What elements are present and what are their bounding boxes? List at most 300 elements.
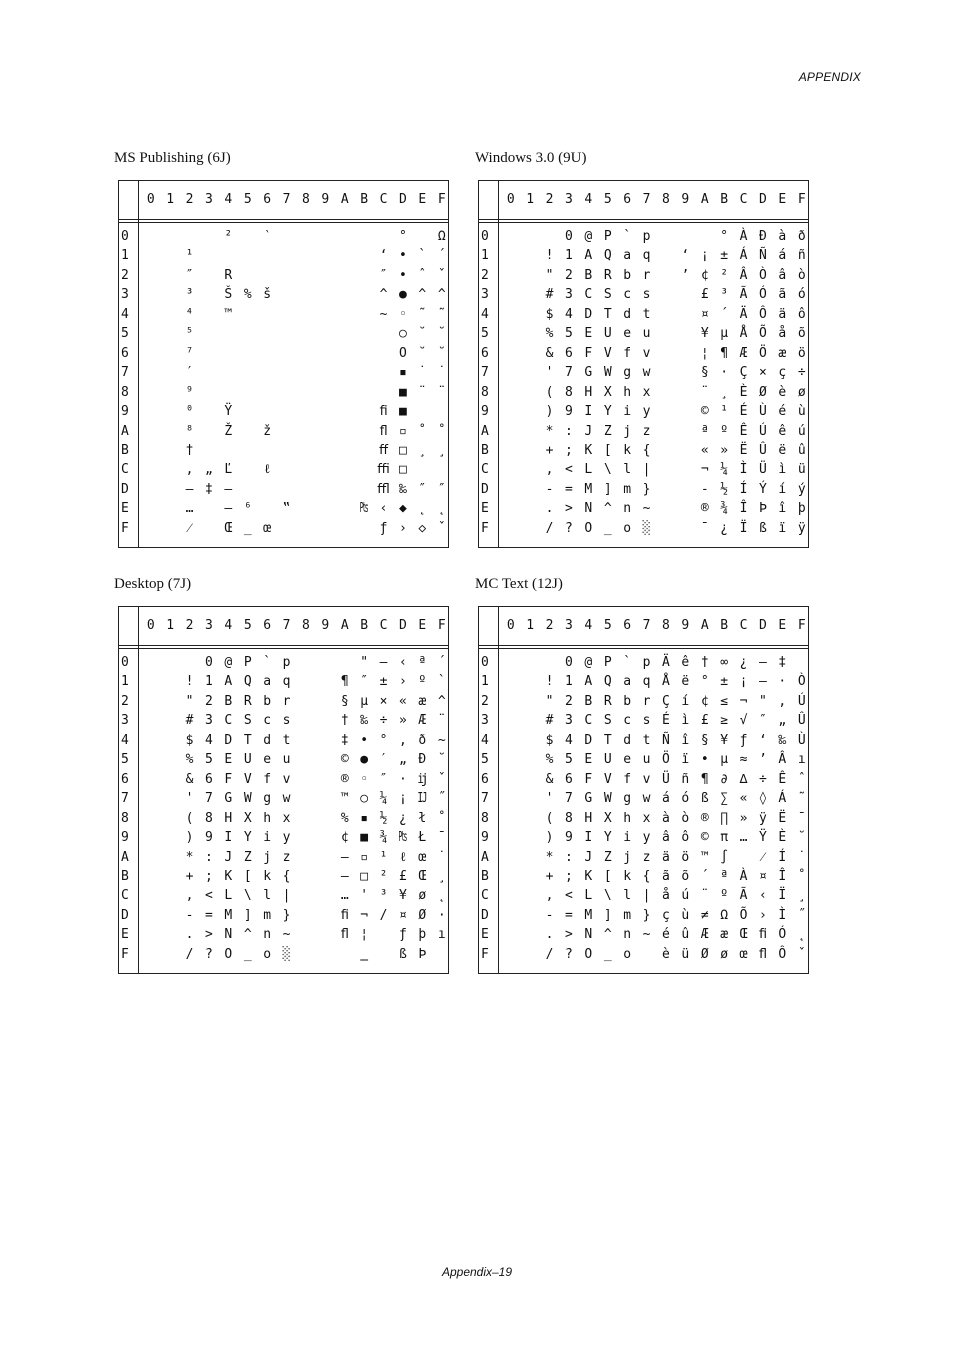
char-cell: ¦ — [700, 345, 709, 361]
column-header: D — [399, 192, 407, 207]
char-cell: 3 — [205, 713, 213, 729]
char-cell: Ê — [739, 423, 748, 439]
row-header: 2 — [121, 693, 129, 709]
char-cell: ¨ — [418, 384, 427, 400]
char-cell: < — [205, 888, 213, 904]
row-header: D — [481, 481, 489, 497]
char-cell: ä — [662, 849, 670, 865]
row-header: 4 — [481, 306, 489, 322]
char-cell: ⁴ — [185, 306, 194, 322]
char-cell: ░ — [282, 946, 291, 962]
char-cell: ¢ — [700, 693, 709, 709]
char-cell: ] — [603, 907, 612, 923]
char-cell: Á — [778, 791, 787, 807]
char-cell: 1 — [565, 248, 573, 264]
char-cell: T — [603, 732, 612, 748]
row-header: 9 — [481, 830, 489, 846]
char-cell: › — [759, 907, 767, 923]
char-cell: 2 — [205, 693, 213, 709]
char-cell: · — [720, 365, 729, 381]
char-cell: + — [185, 868, 194, 884]
char-cell: œ — [418, 849, 427, 865]
char-cell: ¾ — [720, 501, 729, 517]
char-cell: W — [603, 791, 612, 807]
char-cell: ~ — [642, 927, 651, 943]
char-cell: V — [603, 345, 612, 361]
char-cell: A — [584, 674, 593, 690]
column-header: D — [759, 618, 767, 633]
row-header: F — [481, 946, 489, 962]
char-cell: º — [418, 674, 427, 690]
char-cell: y — [282, 830, 291, 846]
char-cell: ö — [797, 345, 806, 361]
char-cell: ⁶ — [243, 501, 252, 517]
char-cell: õ — [797, 326, 806, 342]
char-cell: Ð — [759, 229, 767, 244]
char-cell: / — [379, 907, 388, 923]
char-cell: ^ — [243, 927, 252, 943]
char-cell: Ã — [739, 888, 748, 904]
char-cell: „ — [399, 752, 407, 768]
row-header: B — [481, 442, 489, 458]
char-cell: : — [205, 849, 213, 865]
char-cell: § — [700, 732, 709, 748]
char-cell: † — [700, 655, 709, 670]
section-header: APPENDIX — [798, 70, 861, 84]
char-cell: C — [584, 287, 593, 303]
row-header: D — [481, 907, 489, 923]
char-cell: ∫ — [720, 849, 729, 865]
char-cell: Ï — [739, 520, 748, 536]
char-cell: Ĳ — [418, 791, 427, 807]
char-cell: « — [700, 442, 709, 458]
char-cell: $ — [185, 732, 194, 748]
column-header: 3 — [205, 618, 213, 633]
row-header: 2 — [481, 267, 489, 283]
char-cell: # — [545, 713, 554, 729]
char-cell: Z — [603, 423, 612, 439]
char-cell: . — [185, 927, 194, 943]
char-cell: ´ — [437, 655, 446, 670]
char-cell: < — [565, 462, 573, 478]
column-header: 2 — [185, 192, 194, 207]
char-cell: ™ — [700, 849, 709, 865]
char-cell: £ — [399, 868, 407, 884]
char-cell: Õ — [759, 326, 767, 342]
char-cell: À — [739, 229, 748, 244]
char-cell: ÷ — [797, 365, 806, 381]
char-cell: H — [584, 810, 593, 826]
char-cell: S — [243, 713, 252, 729]
char-cell: } — [282, 907, 291, 923]
char-cell: 3 — [565, 713, 573, 729]
char-cell: ₧ — [360, 501, 369, 517]
char-cell: • — [360, 732, 369, 748]
char-cell: ¸ — [437, 868, 446, 884]
char-cell: w — [642, 365, 651, 381]
char-cell: 0 — [565, 655, 573, 670]
column-header: 7 — [642, 618, 651, 633]
char-cell: ¦ — [360, 927, 369, 943]
char-cell: Í — [739, 481, 748, 497]
char-cell: ≈ — [739, 752, 748, 768]
char-cell: ß — [759, 520, 767, 536]
column-header: C — [379, 618, 388, 633]
char-cell: ˚ — [437, 810, 446, 826]
char-cell: " — [360, 655, 369, 670]
char-cell: ò — [681, 810, 690, 826]
char-cell: π — [720, 830, 729, 846]
char-cell: ] — [243, 907, 252, 923]
char-cell: ﬁ — [340, 907, 349, 923]
char-cell: p — [642, 229, 651, 244]
char-cell: w — [642, 791, 651, 807]
char-cell: ¸ — [437, 442, 446, 458]
char-cell: Ì — [739, 462, 748, 478]
char-cell: J — [224, 849, 233, 865]
char-cell: b — [623, 267, 632, 283]
char-cell: r — [642, 693, 651, 709]
column-header: 0 — [146, 192, 155, 207]
char-cell: ░ — [642, 520, 651, 536]
char-cell: " — [185, 693, 194, 709]
char-cell: ‰ — [360, 713, 369, 729]
char-cell: ˚ — [437, 423, 446, 439]
char-cell: É — [739, 404, 748, 420]
char-cell: ¡ — [399, 791, 407, 807]
char-cell: b — [263, 693, 272, 709]
char-cell: ˆ — [418, 267, 427, 283]
row-header: 6 — [481, 345, 489, 361]
char-cell: * — [545, 423, 554, 439]
char-cell: X — [603, 384, 612, 400]
row-header: B — [121, 868, 129, 884]
char-cell: ∏ — [720, 810, 729, 826]
char-cell: ∞ — [720, 655, 729, 670]
column-header: 9 — [321, 618, 330, 633]
char-cell: g — [623, 365, 632, 381]
char-cell: W — [603, 365, 612, 381]
char-cell: î — [778, 501, 787, 517]
row-header: D — [121, 481, 129, 497]
char-cell: ô — [681, 830, 690, 846]
char-cell: ù — [797, 404, 806, 420]
char-cell: ◇ — [418, 520, 427, 536]
char-cell: û — [681, 927, 690, 943]
char-cell: Ñ — [759, 248, 767, 264]
column-header: 0 — [506, 192, 515, 207]
char-cell: m — [623, 481, 632, 497]
char-cell: ¿ — [720, 520, 729, 536]
char-cell: – — [185, 481, 194, 497]
char-cell: ﬂ — [379, 423, 388, 439]
char-cell: É — [662, 713, 670, 729]
row-header: 9 — [121, 404, 129, 420]
char-cell: U — [603, 326, 612, 342]
char-cell: ■ — [399, 404, 407, 420]
char-cell: = — [565, 907, 573, 923]
char-cell: 0 — [205, 655, 213, 670]
char-cell: ∑ — [720, 791, 729, 807]
char-cell: å — [778, 326, 787, 342]
char-cell: z — [642, 849, 651, 865]
char-cell: ƒ — [739, 732, 748, 748]
char-cell: h — [623, 384, 632, 400]
column-header: 3 — [205, 192, 213, 207]
char-cell: J — [584, 423, 593, 439]
char-cell: : — [565, 849, 573, 865]
char-cell: ′ — [185, 365, 194, 381]
char-cell: ‹ — [379, 501, 388, 517]
char-cell: X — [603, 810, 612, 826]
char-cell: A — [584, 248, 593, 264]
char-cell: ñ — [681, 771, 690, 787]
char-cell: © — [700, 404, 709, 420]
char-cell: > — [205, 927, 213, 943]
char-cell: é — [778, 404, 787, 420]
char-cell: § — [700, 365, 709, 381]
row-header: 0 — [481, 655, 489, 670]
char-cell: C — [584, 713, 593, 729]
char-cell: ¬ — [739, 693, 748, 709]
char-cell: ë — [778, 442, 787, 458]
char-cell: ! — [185, 674, 194, 690]
row-header: 2 — [481, 693, 489, 709]
char-cell: o — [623, 520, 632, 536]
char-cell: _ — [603, 946, 612, 962]
char-cell: ■ — [399, 384, 407, 400]
table-rule — [119, 645, 448, 646]
column-header: E — [778, 618, 787, 633]
char-cell: q — [282, 674, 291, 690]
char-cell: ° — [700, 674, 709, 690]
char-cell: ˛ — [437, 501, 446, 517]
page-footer: Appendix–19 — [441, 1265, 513, 1279]
char-cell: « — [399, 693, 407, 709]
char-cell: Ω — [437, 229, 446, 244]
char-cell: ‡ — [778, 655, 787, 670]
char-cell: t — [282, 732, 291, 748]
row-header: C — [481, 462, 489, 478]
char-cell: $ — [545, 306, 554, 322]
char-cell: Ä — [662, 655, 670, 670]
char-cell: Î — [778, 868, 787, 884]
char-cell: â — [778, 267, 787, 283]
row-header: 5 — [121, 752, 129, 768]
char-cell: ¬ — [360, 907, 369, 923]
char-cell: à — [778, 229, 787, 244]
column-header: 5 — [243, 192, 252, 207]
column-header: E — [418, 192, 427, 207]
char-cell: O — [224, 946, 233, 962]
char-cell: ′ — [379, 752, 388, 768]
char-cell: ¡ — [739, 674, 748, 690]
char-cell: ▫ — [399, 423, 407, 439]
char-cell: ˇ — [437, 520, 446, 536]
char-cell: ° — [399, 229, 407, 244]
column-header: 0 — [506, 618, 515, 633]
row-header: B — [121, 442, 129, 458]
char-cell: ˘ — [418, 345, 427, 361]
char-cell: ð — [797, 229, 806, 244]
char-cell: 4 — [565, 306, 573, 322]
char-cell: ˙ — [418, 365, 427, 381]
char-cell: z — [282, 849, 291, 865]
table-rule — [479, 222, 808, 223]
char-cell: ˝ — [437, 791, 446, 807]
column-header: 2 — [185, 618, 194, 633]
char-cell: ¢ — [700, 267, 709, 283]
char-cell: ÷ — [759, 771, 767, 787]
row-header: 5 — [481, 326, 489, 342]
char-cell: È — [778, 830, 787, 846]
char-cell: ‡ — [340, 732, 349, 748]
char-cell: p — [282, 655, 291, 670]
row-header: B — [481, 868, 489, 884]
char-cell: · — [778, 674, 787, 690]
char-cell: L — [584, 888, 593, 904]
char-cell: 1 — [205, 674, 213, 690]
char-cell: Æ — [739, 345, 748, 361]
column-header: 1 — [166, 618, 175, 633]
char-cell: f — [263, 771, 272, 787]
column-header: 9 — [681, 618, 690, 633]
char-cell: Q — [243, 674, 252, 690]
char-cell: ″ — [418, 481, 427, 497]
char-cell: ¥ — [700, 326, 709, 342]
char-cell: ˜ — [437, 306, 446, 322]
char-cell: ˇ — [437, 771, 446, 787]
char-cell: ˛ — [797, 927, 806, 943]
char-cell: ½ — [379, 810, 388, 826]
char-cell: @ — [584, 655, 593, 670]
char-cell: ã — [662, 868, 670, 884]
row-header: 3 — [481, 713, 489, 729]
char-cell: s — [282, 713, 291, 729]
char-cell: ^ — [437, 693, 446, 709]
char-cell: ß — [700, 791, 709, 807]
char-cell: ▫ — [360, 849, 369, 865]
char-cell: ; — [565, 442, 573, 458]
char-cell: ⁸ — [185, 423, 194, 439]
char-cell: ® — [700, 501, 709, 517]
char-cell: „ — [205, 462, 213, 478]
char-cell: ; — [565, 868, 573, 884]
row-header: F — [121, 520, 129, 536]
char-cell: ˙ — [797, 849, 806, 865]
char-cell: ³ — [720, 287, 729, 303]
char-cell: ˚ — [797, 868, 806, 884]
char-cell: ˛ — [418, 501, 427, 517]
char-cell: g — [623, 791, 632, 807]
char-cell: ) — [545, 404, 554, 420]
char-cell: ' — [360, 888, 369, 904]
row-header: 6 — [121, 771, 129, 787]
row-header: 8 — [481, 810, 489, 826]
char-cell: Ł — [418, 830, 427, 846]
char-cell: Î — [739, 501, 748, 517]
char-cell: • — [700, 752, 709, 768]
table-rule — [498, 181, 499, 547]
char-cell: K — [584, 868, 593, 884]
char-cell: ? — [565, 946, 573, 962]
char-cell: j — [623, 849, 632, 865]
column-header: A — [340, 192, 349, 207]
char-cell: ĳ — [418, 771, 427, 787]
char-cell: \ — [603, 462, 612, 478]
char-cell: ⁄ — [188, 520, 191, 536]
char-cell: E — [584, 326, 593, 342]
table-rule — [119, 219, 448, 220]
char-cell: † — [185, 442, 194, 458]
char-cell: G — [584, 791, 593, 807]
char-cell: Ù — [797, 732, 806, 748]
char-cell: E — [224, 752, 233, 768]
char-cell: ≥ — [720, 713, 729, 729]
char-cell: ´ — [720, 306, 729, 322]
char-cell: å — [662, 888, 670, 904]
char-cell: % — [243, 287, 252, 303]
charset-table — [478, 606, 809, 974]
char-cell: C — [224, 713, 233, 729]
char-cell: 2 — [565, 693, 573, 709]
char-cell: B — [584, 693, 593, 709]
char-cell: Å — [739, 326, 748, 342]
char-cell: Ð — [418, 752, 427, 768]
char-cell: þ — [418, 927, 427, 943]
row-header: A — [121, 849, 129, 865]
row-header: C — [481, 888, 489, 904]
char-cell: ÿ — [797, 520, 806, 536]
row-header: 7 — [121, 791, 129, 807]
char-cell: ð — [418, 732, 427, 748]
char-cell: b — [623, 693, 632, 709]
char-cell: Š — [224, 287, 233, 303]
char-cell: 6 — [565, 771, 573, 787]
column-header: 9 — [321, 192, 330, 207]
char-cell: ` — [437, 674, 446, 690]
char-cell: [ — [603, 442, 612, 458]
char-cell: % — [185, 752, 194, 768]
char-cell: ‘ — [379, 248, 388, 264]
char-cell: . — [545, 927, 554, 943]
char-cell: ¬ — [700, 462, 709, 478]
char-cell: ℓ — [399, 849, 407, 865]
char-cell: , — [545, 888, 554, 904]
char-cell: i — [623, 830, 632, 846]
char-cell: \ — [243, 888, 252, 904]
char-cell: i — [263, 830, 272, 846]
row-header: 0 — [121, 229, 129, 244]
char-cell: Þ — [759, 501, 767, 517]
char-cell: ı — [437, 927, 446, 943]
column-header: C — [379, 192, 388, 207]
char-cell: x — [642, 384, 651, 400]
char-cell: , — [399, 732, 407, 748]
char-cell: ﬁ — [379, 404, 388, 420]
char-cell: » — [399, 713, 407, 729]
char-cell: f — [623, 345, 632, 361]
char-cell: õ — [681, 868, 690, 884]
char-cell: ⁹ — [185, 384, 194, 400]
char-cell: Ú — [759, 423, 767, 439]
char-cell: 1 — [565, 674, 573, 690]
char-cell: ‹ — [399, 655, 407, 670]
char-cell: R — [603, 693, 612, 709]
table-title: Windows 3.0 (9U) — [475, 150, 587, 166]
char-cell: â — [662, 830, 670, 846]
char-cell: ™ — [340, 791, 349, 807]
